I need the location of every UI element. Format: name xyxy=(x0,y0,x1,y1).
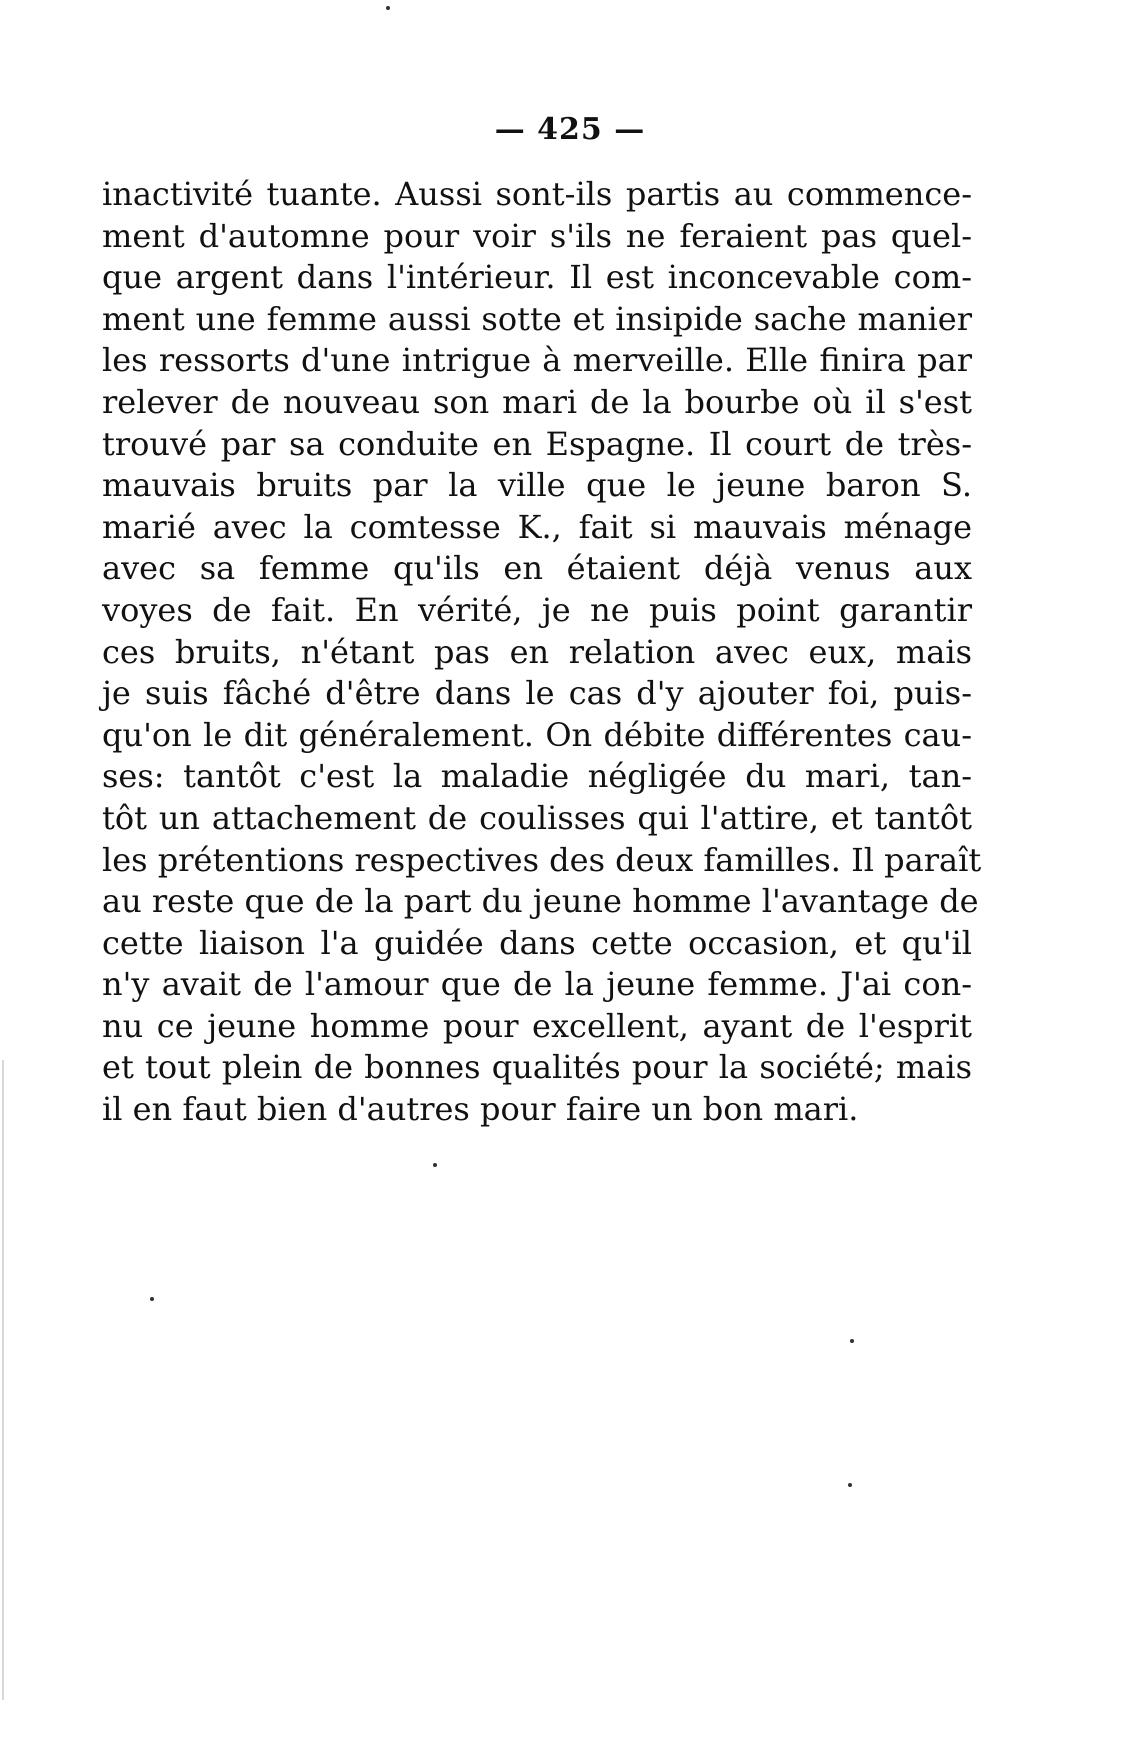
text-line: ces bruits, n'étant pas en relation avec eux, mais xyxy=(102,632,972,671)
text-line: relever de nouveau son mari de la bourbe où il s'est xyxy=(102,382,972,421)
text-line: voyes de fait. En vérité, je ne puis point garantir xyxy=(102,590,972,629)
scan-speck xyxy=(386,6,390,10)
text-line: marié avec la comtesse K., fait si mauvais ménage xyxy=(102,507,972,546)
scan-speck xyxy=(848,1483,852,1487)
text-line: il en faut bien d'autres pour faire un bon mari. xyxy=(102,1090,859,1129)
text-line: les ressorts d'une intrigue à merveille. Elle finira par xyxy=(102,341,972,380)
text-line: que argent dans l'intérieur. Il est inconcevable com- xyxy=(102,258,972,297)
scan-edge-line xyxy=(2,1060,4,1700)
text-line: trouvé par sa conduite en Espagne. Il court de très- xyxy=(102,424,972,463)
text-line: je suis fâché d'être dans le cas d'y ajouter foi, puis- xyxy=(102,674,972,713)
text-line: ment d'automne pour voir s'ils ne feraient pas quel- xyxy=(102,216,972,255)
scan-speck xyxy=(150,1297,154,1301)
text-line: et tout plein de bonnes qualités pour la société; mais xyxy=(102,1048,972,1087)
body-text xyxy=(102,174,982,1131)
text-line: ment une femme aussi sotte et insipide sache manier xyxy=(102,299,972,338)
text-line: n'y avait de l'amour que de la jeune femme. J'ai con- xyxy=(102,965,972,1004)
text-line: ses: tantôt c'est la maladie négligée du mari, tan- xyxy=(102,757,972,796)
text-line: tôt un attachement de coulisses qui l'attire, et tantôt xyxy=(102,798,972,837)
scan-speck xyxy=(433,1163,437,1167)
text-line: mauvais bruits par la ville que le jeune baron S. xyxy=(102,466,972,505)
text-line: nu ce jeune homme pour excellent, ayant de l'esprit xyxy=(102,1006,972,1045)
scan-speck xyxy=(850,1339,854,1343)
text-line: cette liaison l'a guidée dans cette occasion, et qu'il xyxy=(102,923,972,962)
page-number: — 425 — xyxy=(494,112,646,147)
text-line: les prétentions respectives des deux familles. Il paraît xyxy=(102,840,982,879)
text-line: inactivité tuante. Aussi sont-ils partis au commence- xyxy=(102,175,972,213)
text-line: au reste que de la part du jeune homme l'avantage de xyxy=(102,882,979,921)
text-line: qu'on le dit généralement. On débite différentes cau- xyxy=(102,715,972,754)
text-line: avec sa femme qu'ils en étaient déjà venus aux xyxy=(102,549,972,588)
